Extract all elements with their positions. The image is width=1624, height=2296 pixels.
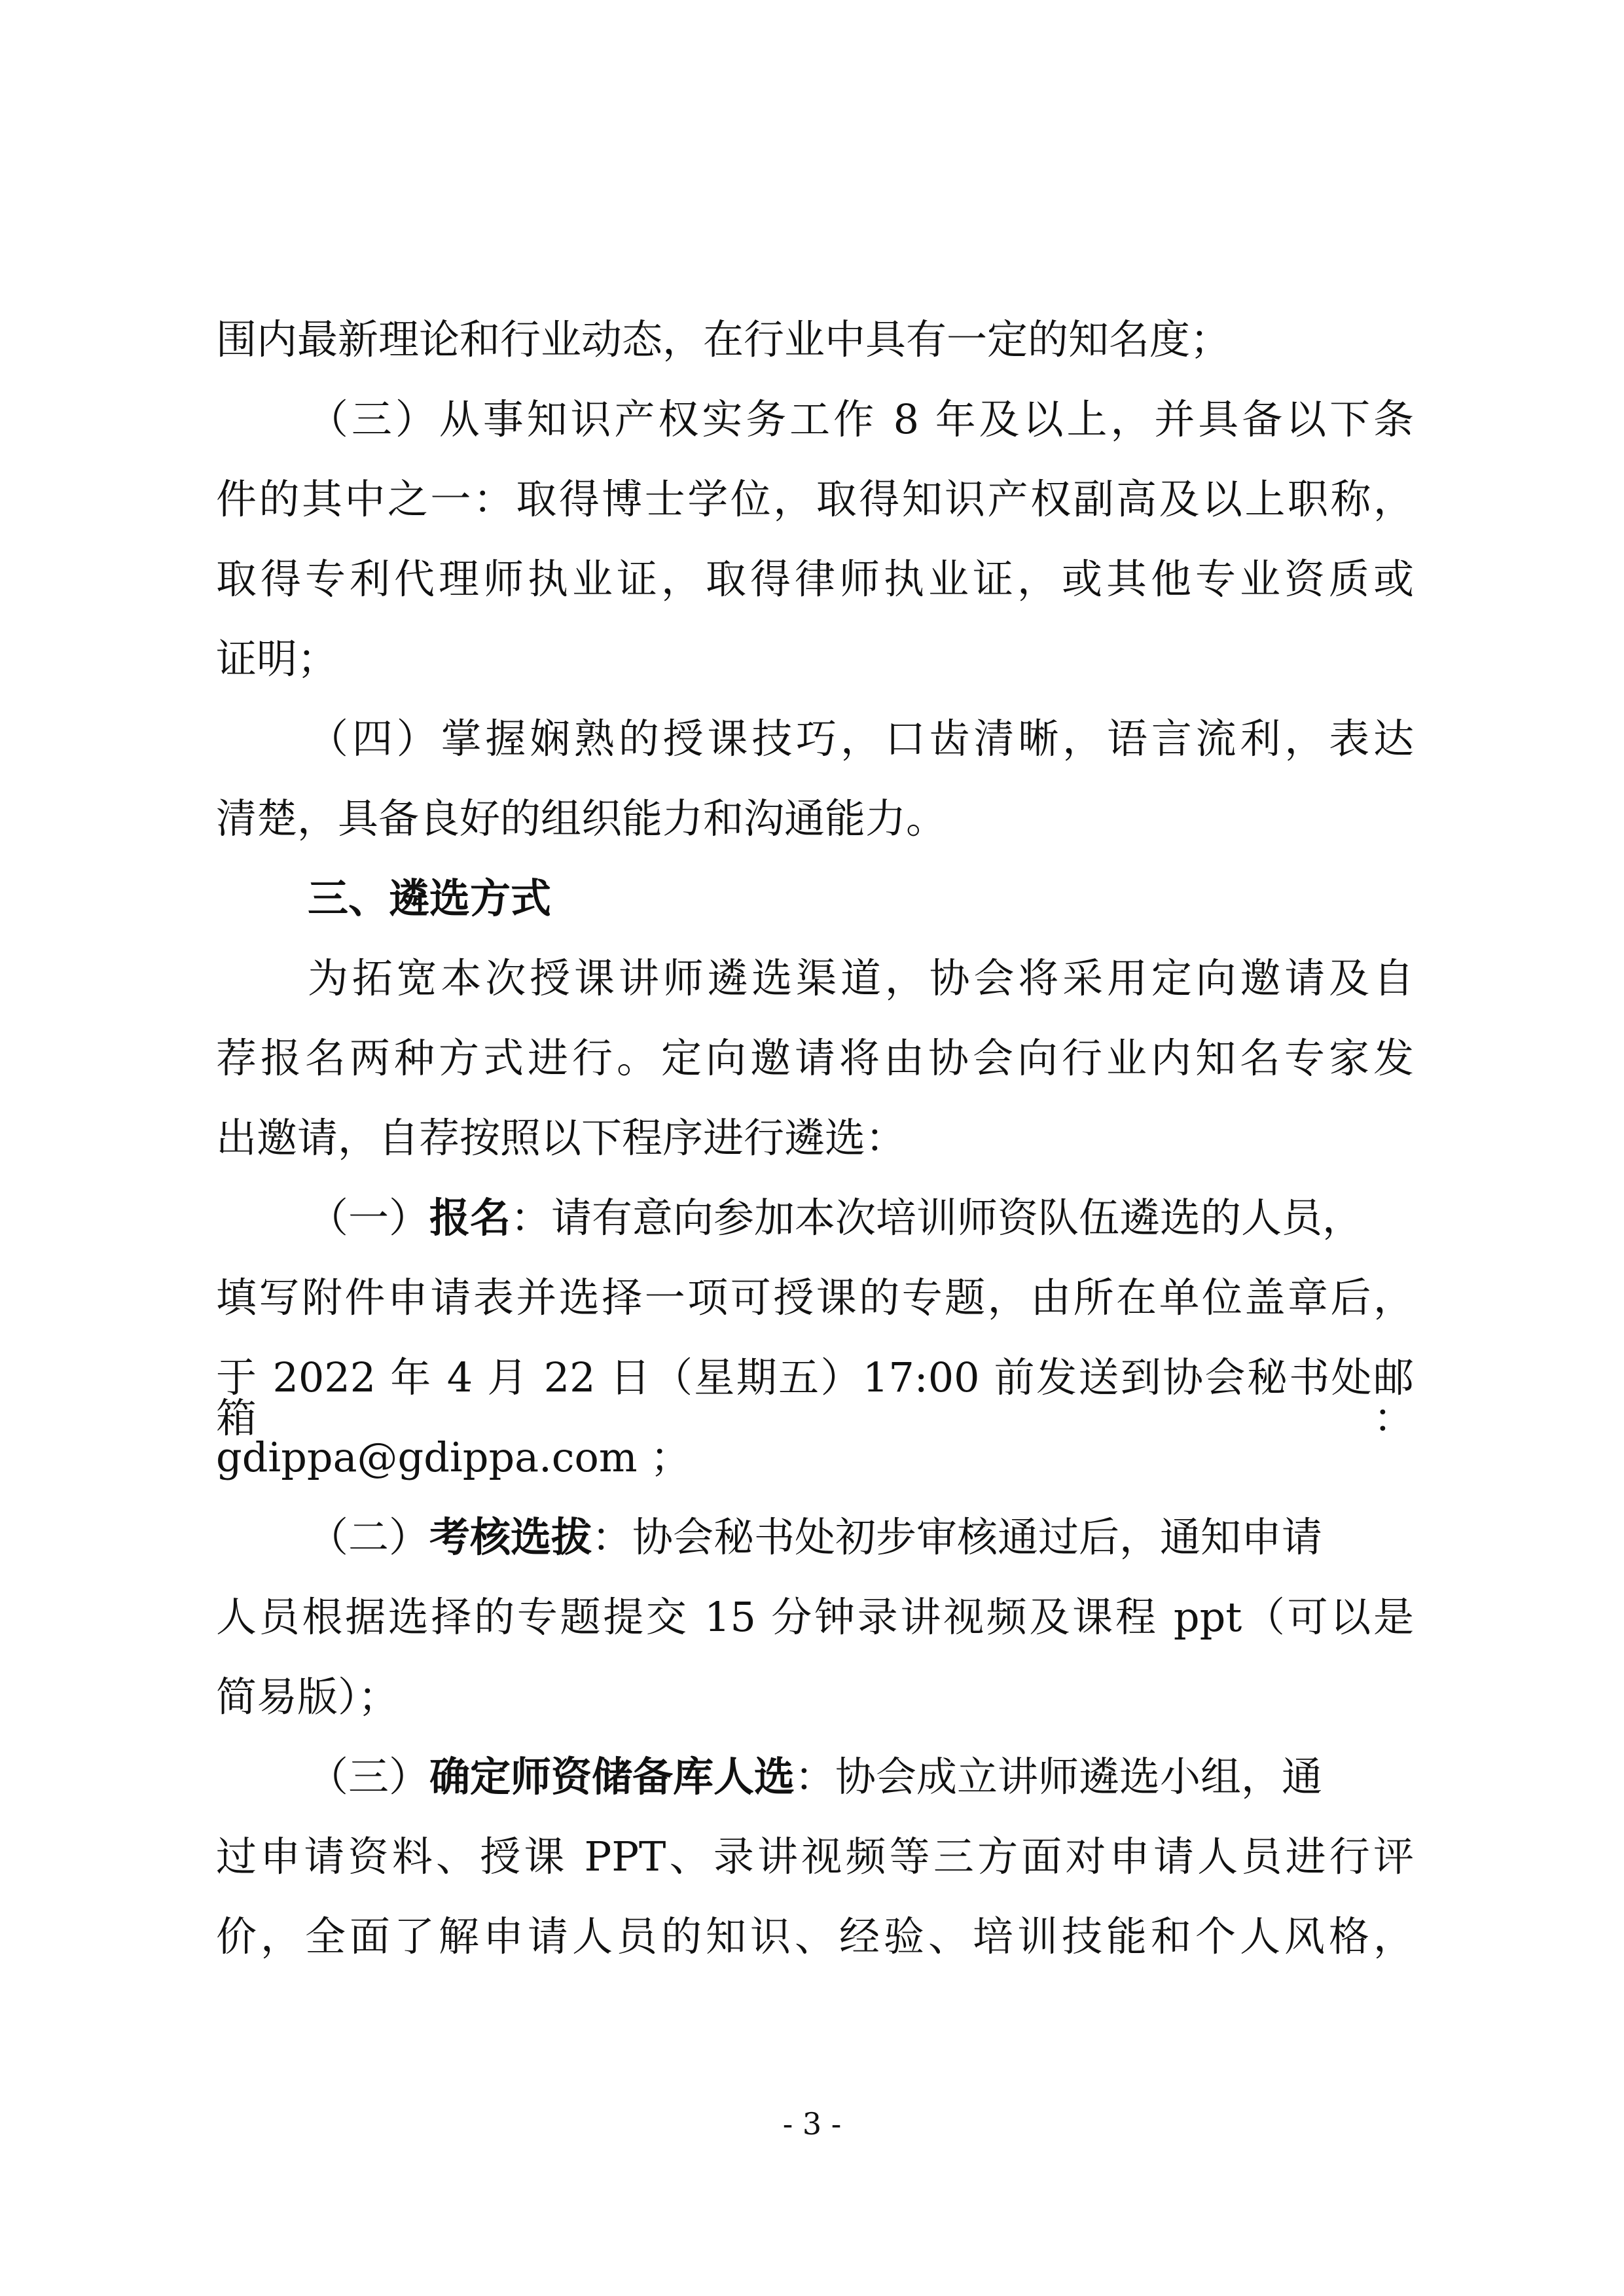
paragraph-line: [308, 1513, 1414, 1561]
paragraph-line: 证明；: [216, 635, 338, 683]
paragraph-line: （四）掌握娴熟的授课技巧，口齿清晰，语言流利，表达: [308, 715, 1414, 762]
paragraph-line: 于 2022 年 4 月 22 日（星期五）17:00 前发送到协会秘书处邮箱：: [216, 1354, 1414, 1442]
paragraph-line: 清楚，具备良好的组织能力和沟通能力。: [216, 795, 947, 842]
paragraph-line: 件的其中之一：取得博士学位，取得知识产权副高及以上职称，: [216, 475, 1414, 523]
paragraph-line: 填写附件申请表并选择一项可授课的专题，由所在单位盖章后，: [216, 1274, 1414, 1321]
page-number: - 3 -: [782, 2106, 842, 2142]
paragraph-line: 荐报名两种方式进行。定向邀请将由协会向行业内知名专家发: [216, 1034, 1414, 1082]
paragraph-line: 出邀请，自荐按照以下程序进行遴选：: [216, 1114, 907, 1162]
item-number: （三）: [308, 1753, 430, 1801]
paragraph-line: [308, 1194, 1414, 1242]
paragraph-line: 围内最新理论和行业动态，在行业中具有一定的知名度；: [216, 315, 1231, 363]
item-number: （一）: [308, 1194, 430, 1242]
section-heading: 三、遴选方式: [308, 874, 552, 922]
item-keyword: 确定师资储备库人选: [429, 1753, 795, 1801]
paragraph-line: 过申请资料、授课 PPT、录讲视频等三方面对申请人员进行评: [216, 1833, 1414, 1880]
item-text: ：协会秘书处初步审核通过后，通知申请: [592, 1513, 1323, 1561]
paragraph-line: 简易版）；: [216, 1673, 399, 1721]
email-line: gdippa@gdippa.com ；: [216, 1433, 691, 1481]
item-text: ：请有意向参加本次培训师资队伍遴选的人员，: [511, 1194, 1363, 1242]
item-text: ：协会成立讲师遴选小组，通: [795, 1753, 1323, 1801]
paragraph-line: [308, 1753, 1414, 1801]
paragraph-line: 为拓宽本次授课讲师遴选渠道，协会将采用定向邀请及自: [308, 954, 1414, 1002]
item-keyword: 考核选拔: [429, 1513, 592, 1561]
paragraph-line: 取得专利代理师执业证，取得律师执业证，或其他专业资质或: [216, 555, 1414, 603]
item-keyword: 报名: [429, 1194, 511, 1242]
paragraph-line: 人员根据选择的专题提交 15 分钟录讲视频及课程 ppt（可以是: [216, 1593, 1414, 1641]
paragraph-line: （三）从事知识产权实务工作 8 年及以上，并具备以下条: [308, 395, 1414, 443]
paragraph-line: 价，全面了解申请人员的知识、经验、培训技能和个人风格，: [216, 1912, 1414, 1960]
item-number: （二）: [308, 1513, 430, 1561]
